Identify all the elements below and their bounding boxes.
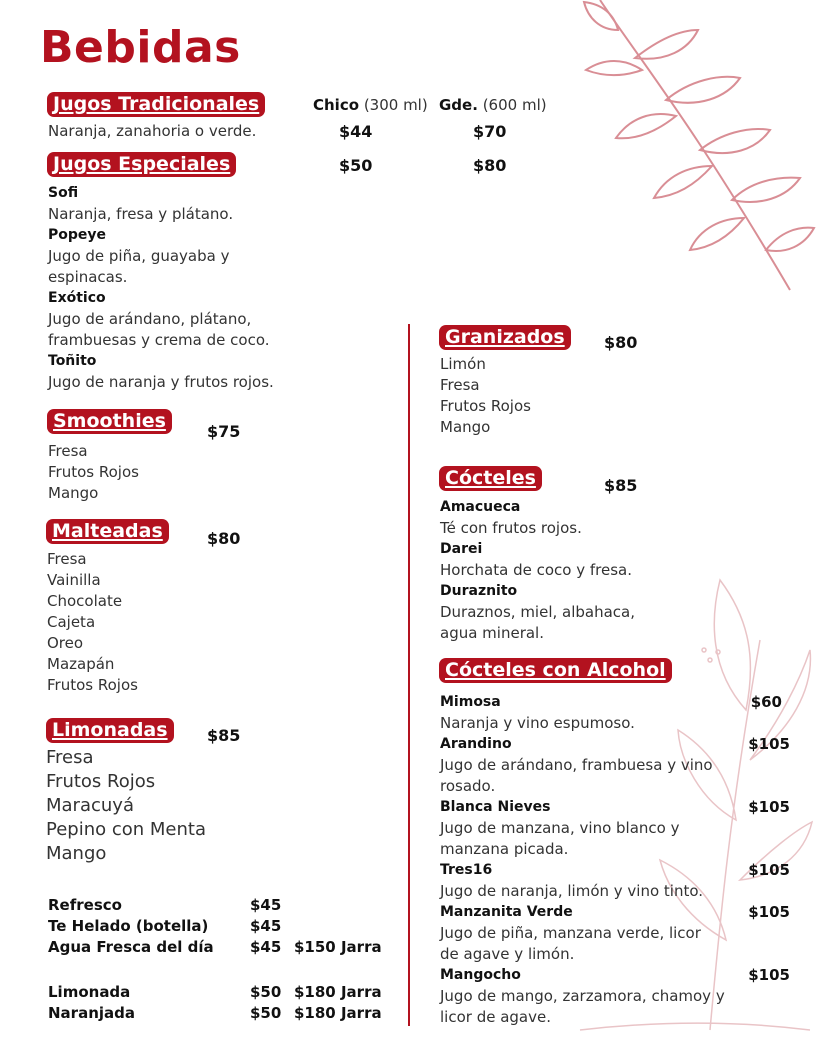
item-price: $105 [748,798,790,816]
section-heading-granizados: Granizados [439,325,571,350]
list-item-description: Jugo de manzana, vino blanco y [440,819,680,837]
drink-extra [294,957,382,981]
list-item-description: Jugo de piña, manzana verde, licor [440,924,701,942]
list-item-description: manzana picada. [440,840,569,858]
list-item: Oreo [47,634,84,652]
table-row [48,936,382,957]
drink-name: Limonada [48,982,131,1001]
drink-price: $50 [250,982,282,1001]
simple-drinks-table [48,894,382,1023]
section-heading-jugos-especiales: Jugos Especiales [47,152,236,177]
list-item-name: Blanca Nieves $105 [440,798,790,816]
granizados-list [440,354,531,438]
table-row [48,981,382,1002]
list-item-description: espinacas. [48,268,128,286]
section-heading-cocteles-alcohol: Cócteles con Alcohol [439,658,672,683]
list-item-description: Té con frutos rojos. [440,519,582,537]
price-smoothies: $75 [207,422,241,441]
list-item: Cajeta [47,613,96,631]
item-price: $105 [748,861,790,879]
price-malteadas: $80 [207,529,241,548]
table-row [48,894,382,915]
list-item: Pepino con Menta [46,819,206,840]
list-item: Fresa [440,376,480,394]
column-divider [408,324,410,1026]
list-item-name: Darei [440,541,483,557]
drink-name [48,957,250,981]
list-item: Limón [440,355,486,373]
size-large-label: Gde. (600 ml) [439,96,547,114]
page-title: Bebidas [40,22,241,73]
list-item-description: Duraznos, miel, albahaca, [440,603,636,621]
list-item: Maracuyá [46,795,134,816]
cocteles-list [440,497,635,644]
list-item-description: agua mineral. [440,624,544,642]
list-item-description: Jugo de arándano, frambuesa y vino [440,756,713,774]
drink-name: Te Helado (botella) [48,916,209,935]
drink-extra: $150 Jarra [294,937,382,956]
malteadas-list [47,549,138,696]
list-item-name: Sofi [48,185,79,201]
list-item-description: Horchata de coco y fresa. [440,561,632,579]
section-heading-malteadas: Malteadas [46,519,169,544]
drink-extra [294,915,382,936]
drink-price [250,957,294,981]
list-item: Vainilla [47,571,101,589]
smoothies-list [48,441,139,504]
list-item: Mango [48,484,99,502]
list-item: Frutos Rojos [47,676,138,694]
table-row [48,915,382,936]
section-heading-jugos-tradicionales: Jugos Tradicionales [47,92,265,117]
price-small-tradicionales: $44 [339,122,373,141]
drink-price: $45 [250,895,282,914]
section-heading-smoothies: Smoothies [47,409,172,434]
list-item: Mango [440,418,491,436]
list-item-name: Exótico [48,290,106,306]
list-item-name: Amacueca [440,499,521,515]
list-item-description: Jugo de naranja y frutos rojos. [48,373,274,391]
list-item-description: Jugo de arándano, plátano, [48,310,252,328]
item-price: $105 [748,966,790,984]
list-item-name: Manzanita Verde $105 [440,903,790,921]
item-price: $105 [748,903,790,921]
list-item-description: de agave y limón. [440,945,575,963]
section-heading-cocteles: Cócteles [439,466,542,491]
item-price: $60 [750,693,782,711]
section-heading-limonadas: Limonadas [46,718,174,743]
drink-price: $45 [250,937,282,956]
table-row [48,1002,382,1023]
list-item-name: Mangocho $105 [440,966,790,984]
drink-price: $45 [250,916,282,935]
size-small-label: Chico (300 ml) [313,96,428,114]
table-row [48,957,382,981]
leaf-branch-icon [580,0,816,300]
list-item: Frutos Rojos [440,397,531,415]
list-item-name: Toñito [48,353,97,369]
list-item-name: Tres16 $105 [440,861,790,879]
drink-extra [294,894,382,915]
drink-extra: $180 Jarra [294,1003,382,1022]
list-item-description: Naranja y vino espumoso. [440,714,635,732]
list-item-name: Popeye [48,227,107,243]
drink-name: Refresco [48,895,122,914]
drink-price: $50 [250,1003,282,1022]
list-item: Frutos Rojos [46,771,156,792]
list-item-name: Arandino $105 [440,735,790,753]
list-item-description: licor de agave. [440,1008,551,1026]
list-item-description: frambuesas y crema de coco. [48,331,270,349]
list-item-description: Naranja, fresa y plátano. [48,205,234,223]
cocteles-alcohol-list [440,692,790,1028]
drink-extra: $180 Jarra [294,982,382,1001]
list-item: Mango [46,843,107,864]
list-item-description: Jugo de naranja, limón y vino tinto. [440,882,704,900]
item-price: $105 [748,735,790,753]
limonadas-list [46,746,206,866]
list-item: Fresa [48,442,88,460]
price-large-especiales: $80 [473,156,507,175]
list-item: Frutos Rojos [48,463,139,481]
list-item-description: Jugo de mango, zarzamora, chamoy y [440,987,725,1005]
price-large-tradicionales: $70 [473,122,507,141]
list-item: Chocolate [47,592,123,610]
list-item: Fresa [46,747,94,768]
list-item-name: Mimosa $60 [440,693,782,711]
list-item: Fresa [47,550,87,568]
jugos-tradicionales-description: Naranja, zanahoria o verde. [48,122,257,140]
list-item-description: Jugo de piña, guayaba y [48,247,230,265]
price-small-especiales: $50 [339,156,373,175]
price-limonadas: $85 [207,726,241,745]
price-granizados: $80 [604,333,638,352]
list-item-name: Duraznito [440,583,518,599]
list-item: Mazapán [47,655,115,673]
drink-name: Agua Fresca del día [48,937,214,956]
jugos-especiales-list [48,183,274,393]
price-cocteles: $85 [604,476,638,495]
list-item-description: rosado. [440,777,496,795]
drink-name: Naranjada [48,1003,135,1022]
